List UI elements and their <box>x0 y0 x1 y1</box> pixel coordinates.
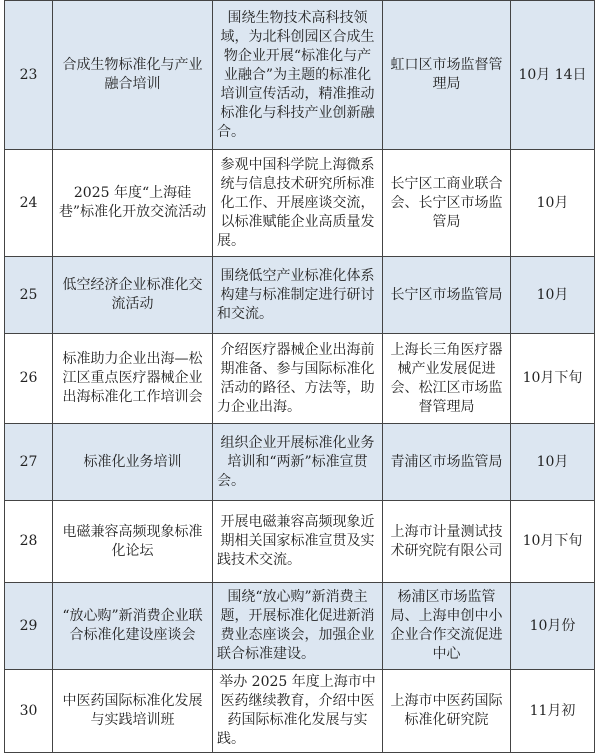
activity-time: 10月下旬 <box>511 501 595 583</box>
activity-name: 标准化业务培训 <box>53 424 213 501</box>
row-number: 24 <box>5 150 53 257</box>
organizer: 上海长三角医疗器械产业发展促进会、松江区市场监督管理局 <box>383 334 511 424</box>
organizer: 上海市计量测试技术研究院有限公司 <box>383 501 511 583</box>
organizer: 杨浦区市场监管局、上海申创中小企业合作交流促进中心 <box>383 583 511 670</box>
organizer: 长宁区工商业联合会、长宁区市场监管局 <box>383 150 511 257</box>
activity-description: 参观中国科学院上海微系统与信息技术研究所标准化工作、开展座谈交流，以标准赋能企业高质量发展。 <box>213 150 383 257</box>
activity-name: 低空经济企业标准化交流活动 <box>53 257 213 334</box>
activity-description: 开展电磁兼容高频现象近期相关国家标准宣贯及实践技术交流。 <box>213 501 383 583</box>
activity-description: 围绕低空产业标准化体系构建与标准制定进行研讨和交流。 <box>213 257 383 334</box>
table-row <box>5 424 595 501</box>
activity-name: 中医药国际标准化发展与实践培训班 <box>53 670 213 753</box>
row-number: 23 <box>5 1 53 150</box>
row-number: 30 <box>5 670 53 753</box>
table-row <box>5 1 595 150</box>
activity-time: 10月 <box>511 257 595 334</box>
activity-description: 组织企业开展标准化业务培训和“两新”标准宣贯会。 <box>213 424 383 501</box>
table-row <box>5 670 595 753</box>
activity-name: 2025 年度“上海硅巷”标准化开放交流活动 <box>53 150 213 257</box>
activity-description: 围绕“放心购”新消费主题，开展标准化促进新消费业态座谈会，加强企业联合标准建设。 <box>213 583 383 670</box>
table-row <box>5 334 595 424</box>
organizer: 长宁区市场监管局 <box>383 257 511 334</box>
activity-schedule-table <box>4 0 595 753</box>
table-row <box>5 257 595 334</box>
organizer: 青浦区市场监管局 <box>383 424 511 501</box>
activity-description: 围绕生物技术高科技领域，为北科创园区合成生物企业开展“标准化与产业融合”为主题的标准化培训宣传活动，精准推动标准化与科技产业创新融合。 <box>213 1 383 150</box>
row-number: 26 <box>5 334 53 424</box>
organizer: 上海市中医药国际标准化研究院 <box>383 670 511 753</box>
activity-description: 介绍医疗器械企业出海前期准备、参与国际标准化活动的路径、方法等，助力企业出海。 <box>213 334 383 424</box>
organizer: 虹口区市场监督管理局 <box>383 1 511 150</box>
row-number: 29 <box>5 583 53 670</box>
activity-name: 合成生物标准化与产业融合培训 <box>53 1 213 150</box>
activity-name: “放心购”新消费企业联合标准化建设座谈会 <box>53 583 213 670</box>
activity-time: 11月初 <box>511 670 595 753</box>
activity-name: 电磁兼容高频现象标准化论坛 <box>53 501 213 583</box>
table-row <box>5 150 595 257</box>
row-number: 28 <box>5 501 53 583</box>
activity-time: 10月份 <box>511 583 595 670</box>
activity-time: 10月 <box>511 424 595 501</box>
table-row <box>5 583 595 670</box>
table-row <box>5 501 595 583</box>
activity-time: 10月 14日 <box>511 1 595 150</box>
activity-name: 标准助力企业出海—松江区重点医疗器械企业出海标准化工作培训会 <box>53 334 213 424</box>
activity-description: 举办 2025 年度上海市中医药继续教育，介绍中医药国际标准化发展与实践。 <box>213 670 383 753</box>
row-number: 25 <box>5 257 53 334</box>
row-number: 27 <box>5 424 53 501</box>
activity-time: 10月下旬 <box>511 334 595 424</box>
activity-time: 10月 <box>511 150 595 257</box>
